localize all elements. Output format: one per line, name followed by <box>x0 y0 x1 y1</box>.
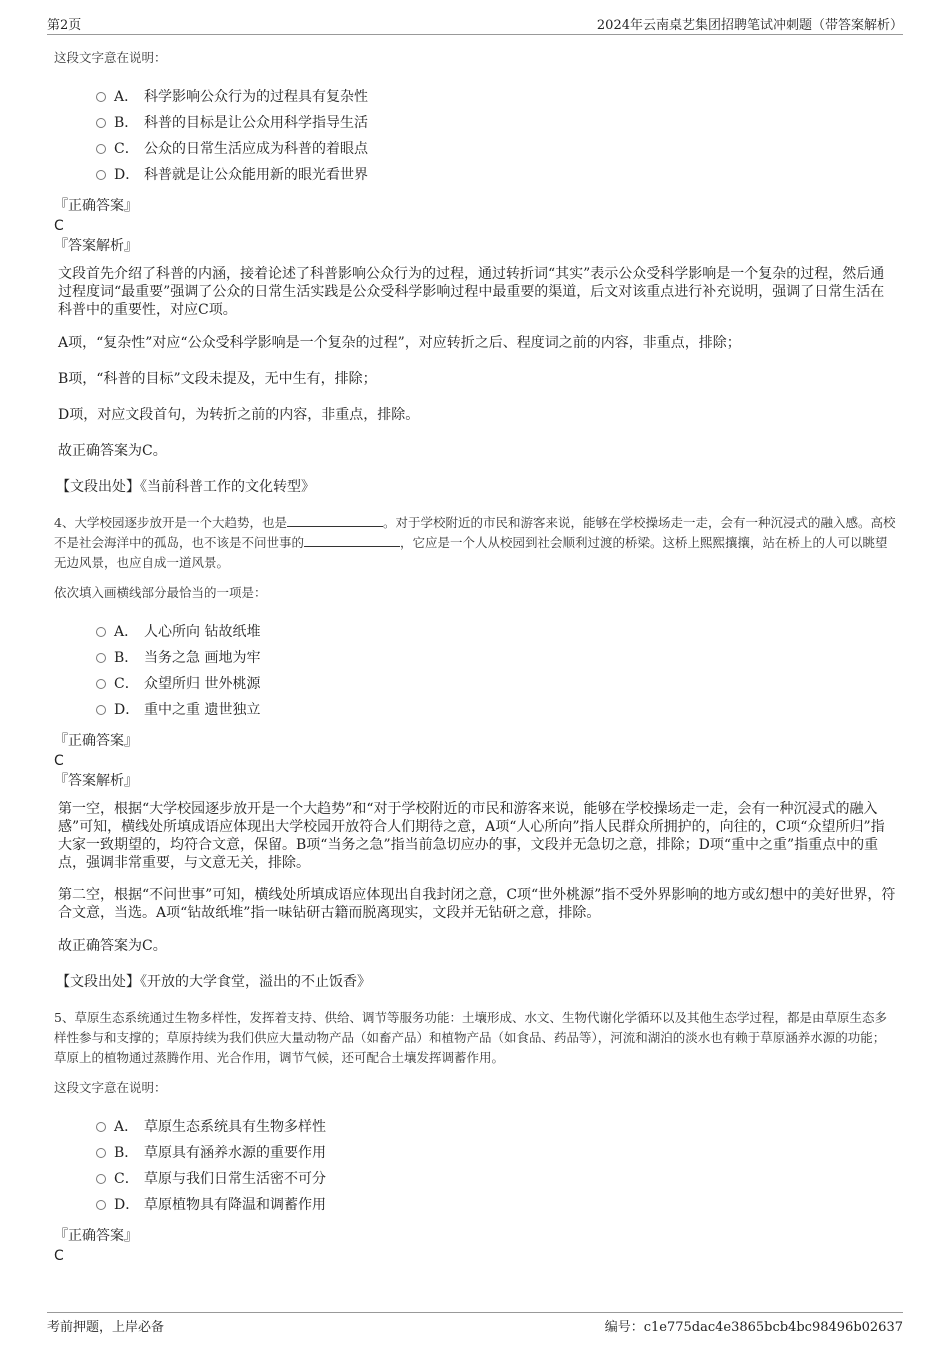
q3-analysis-paragraph: D项，对应文段首句，为转折之前的内容，非重点，排除。 <box>58 407 420 423</box>
q4-intro: 依次填入画横线部分最恰当的一项是： <box>54 585 267 600</box>
q3-analysis-paragraph: 文段首先介绍了科普的内涵，接着论述了科普影响公众行为的过程，通过转折词“其实”表示公众受科学影响是一个复杂的过程，然后通过程度词“最重要”强调了公众的日常生活实践是公众受科学影响过程中最重要的渠道，后文对该重点进行补充说明，强调了日常生活在科普中的重要性，对应C项。 <box>58 266 885 318</box>
q4-analysis-paragraph: 第二空，根据“不问世事”可知，横线处所填成语应体现出自我封闭之意，C项“世外桃源”指不受外界影响的地方或幻想中的美好世界，符合文意，当选。A项“钻故纸堆”指一味钻研古籍而脱离现实，文段并无钻研之意，排除。 <box>58 887 896 921</box>
q3-analysis-paragraph: B项，“科普的目标”文段未提及，无中生有，排除； <box>58 371 377 387</box>
q4-option-c[interactable]: C． 众望所归 世外桃源 <box>96 671 896 697</box>
q5-option-b[interactable]: B． 草原具有涵养水源的重要作用 <box>96 1140 896 1166</box>
radio-button-icon[interactable] <box>96 1148 106 1158</box>
q5-intro: 这段文字意在说明： <box>54 1080 167 1095</box>
radio-button-icon[interactable] <box>96 653 106 663</box>
q4-option-a[interactable]: A． 人心所向 钻故纸堆 <box>96 619 896 645</box>
q3-analysis-conclusion: 故正确答案为C。 <box>58 443 167 459</box>
q4-analysis-conclusion: 故正确答案为C。 <box>58 938 167 954</box>
document-title: 2024年云南桌艺集团招聘笔试冲刺题（带答案解析） <box>596 18 903 33</box>
q4-option-d[interactable]: D． 重中之重 遗世独立 <box>96 697 896 723</box>
q3-analysis-paragraph: A项，“复杂性”对应“公众受科学影响是一个复杂的过程”，对应转折之后、程度词之前的内容，非重点，排除； <box>58 335 741 351</box>
q5-answer-label: 『正确答案』 <box>54 1228 138 1244</box>
radio-button-icon[interactable] <box>96 679 106 689</box>
radio-button-icon[interactable] <box>96 1122 106 1132</box>
q5-answer: C <box>54 1248 64 1264</box>
q5-stem: 5、草原生态系统通过生物多样性，发挥着支持、供给、调节等服务功能：土壤形成、水文、生物代谢化学循环以及其他生态学过程，都是由草原生态多样性参与和支撑的；草原持续为我们供应大量动物产品（如畜产品）和植物产品（如食品、药品等），河流和湖泊的淡水也有赖于草原涵养水源的功能；草原上的植物通过蒸腾作用、光合作用，调节气候，还可配合土壤发挥调蓄作用。 <box>54 1010 887 1065</box>
q4-analysis-paragraph: 第一空，根据“大学校园逐步放开是一个大趋势”和“对于学校附近的市民和游客来说，能够在学校操场走一走，会有一种沉浸式的融入感”可知，横线处所填成语应体现出大学校园开放符合人们期待之意，A项“人心所向”指人民群众所拥护的，向往的，C项“众望所归”指大家一致期望的，均符合文意，保留。B项“当务之急”指当前急切应办的事，文段并无急切之意，排除；D项“重中之重”指重点中的重点，强调非常重要，与文意无关，排除。 <box>58 801 885 871</box>
q4-source: 【文段出处】《开放的大学食堂，溢出的不止饭香》 <box>56 974 371 990</box>
q3-intro: 这段文字意在说明： <box>54 50 167 65</box>
q3-option-d[interactable]: D． 科普就是让公众能用新的眼光看世界 <box>96 162 896 188</box>
radio-button-icon[interactable] <box>96 170 106 180</box>
q3-answer-label: 『正确答案』 <box>54 198 138 214</box>
q3-options <box>96 84 896 188</box>
radio-button-icon[interactable] <box>96 1174 106 1184</box>
radio-button-icon[interactable] <box>96 144 106 154</box>
radio-button-icon[interactable] <box>96 118 106 128</box>
footer-slogan: 考前押题，上岸必备 <box>47 1320 165 1335</box>
document-code: 编号：c1e775dac4e3865bcb4bc98496b02637 <box>604 1320 903 1335</box>
page-footer <box>47 1312 903 1335</box>
q5-option-a[interactable]: A． 草原生态系统具有生物多样性 <box>96 1114 896 1140</box>
q4-answer: C <box>54 753 64 769</box>
q4-stem: 4、大学校园逐步放开是一个大趋势，也是 。对于学校附近的市民和游客来说，能够在学校操场走一走，会有一种沉浸式的融入感。高校不是社会海洋中的孤岛，也不该是不问世事的 ，它应是一个人从校园到社会顺利过渡的桥梁。这桥上熙熙攘攘，站在桥上的人可以眺望无边风景，也应自成一道风景。 <box>54 515 896 570</box>
page-number: 第2页 <box>47 18 82 33</box>
q3-analysis-label: 『答案解析』 <box>54 238 138 254</box>
q3-option-b[interactable]: B． 科普的目标是让公众用科学指导生活 <box>96 110 896 136</box>
q4-answer-label: 『正确答案』 <box>54 733 138 749</box>
q5-options <box>96 1114 896 1218</box>
page-header <box>47 14 903 35</box>
q3-source: 【文段出处】《当前科普工作的文化转型》 <box>56 479 315 495</box>
q4-option-b[interactable]: B． 当务之急 画地为牢 <box>96 645 896 671</box>
q4-analysis-label: 『答案解析』 <box>54 773 138 789</box>
q4-options <box>96 619 896 723</box>
q3-answer: C <box>54 218 64 234</box>
page-content <box>54 44 896 1266</box>
q5-option-d[interactable]: D． 草原植物具有降温和调蓄作用 <box>96 1192 896 1218</box>
fill-blank <box>304 534 400 547</box>
radio-button-icon[interactable] <box>96 627 106 637</box>
fill-blank <box>287 514 383 527</box>
q3-option-c[interactable]: C． 公众的日常生活应成为科普的着眼点 <box>96 136 896 162</box>
q3-option-a[interactable]: A． 科学影响公众行为的过程具有复杂性 <box>96 84 896 110</box>
radio-button-icon[interactable] <box>96 1200 106 1210</box>
q5-option-c[interactable]: C． 草原与我们日常生活密不可分 <box>96 1166 896 1192</box>
radio-button-icon[interactable] <box>96 705 106 715</box>
radio-button-icon[interactable] <box>96 92 106 102</box>
